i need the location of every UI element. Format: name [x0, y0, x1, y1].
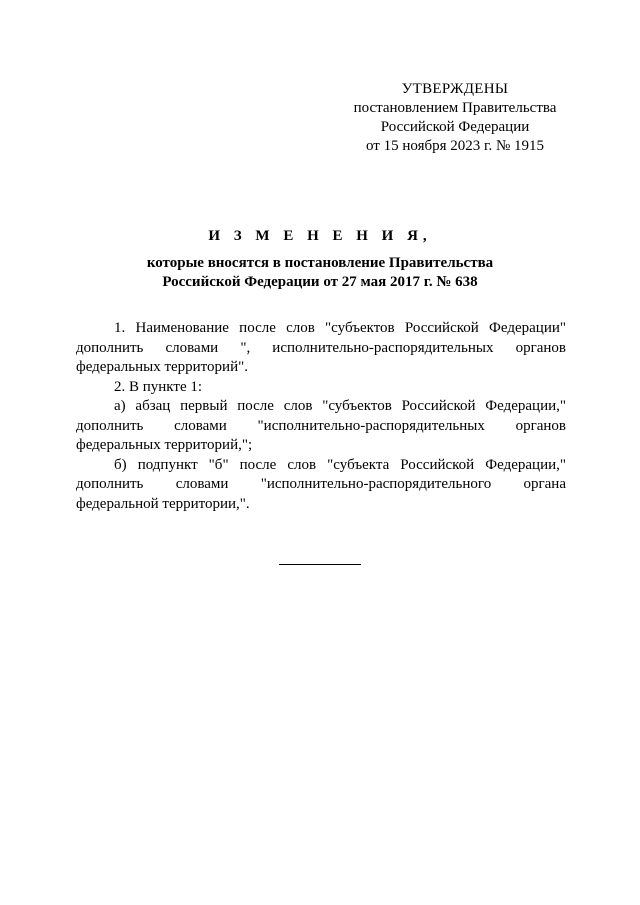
document-title: [70, 226, 570, 292]
paragraph-item-2a: а) абзац первый после слов "субъектов Российской Федерации," дополнить словами "исполнительно-распорядительных органов федеральных территорий,";: [76, 398, 566, 453]
paragraph-item-2b: б) подпункт "б" после слов "субъекта Российской Федерации," дополнить словами "исполнительно-распорядительного органа федеральной территории,".: [76, 456, 566, 512]
document-heading: И З М Е Н Е Н И Я,: [208, 228, 432, 244]
document-body: [76, 319, 566, 514]
closing-divider: [279, 564, 361, 565]
approval-line-1: постановлением Правительства: [353, 100, 557, 116]
paragraph-item-2: 2. В пункте 1:: [114, 378, 203, 395]
approval-line-3: от 15 ноября 2023 г. № 1915: [365, 138, 545, 154]
approval-line-2: Российской Федерации: [380, 119, 530, 135]
paragraph-item-1: 1. Наименование после слов "субъектов Российской Федерации" дополнить словами ", исполнительно-распорядительных органов федеральных территорий".: [76, 320, 566, 375]
document-subtitle-line-2: Российской Федерации от 27 мая 2017 г. № 638: [162, 274, 478, 290]
approval-block: [330, 80, 580, 156]
document-subtitle-line-1: которые вносятся в постановление Правительства: [146, 255, 494, 271]
approval-stamp-title: УТВЕРЖДЕНЫ: [401, 81, 509, 97]
